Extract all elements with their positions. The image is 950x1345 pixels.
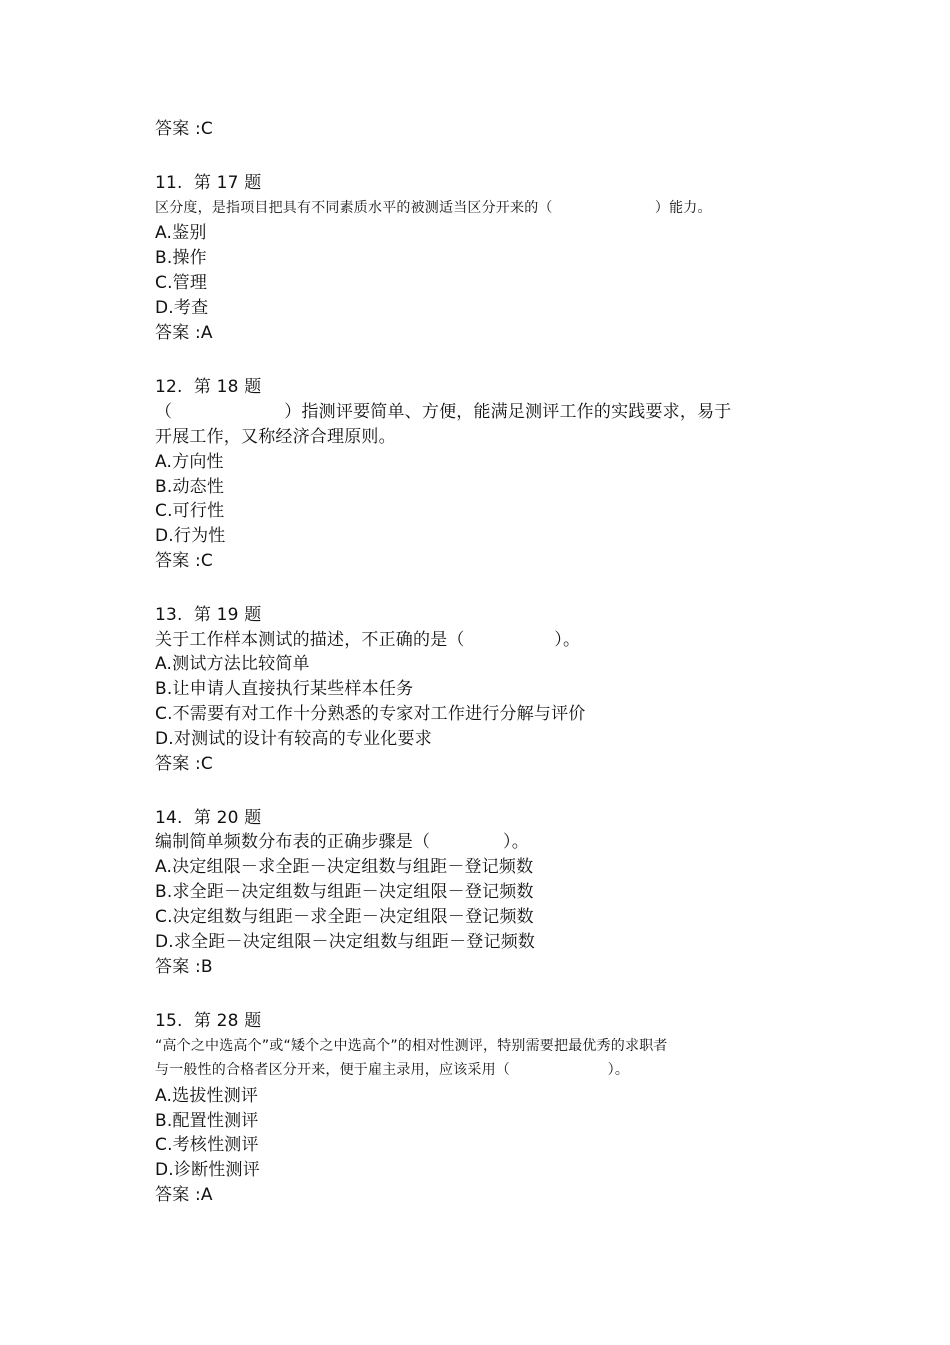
option: C.可行性: [155, 501, 225, 521]
option: A.测试方法比较简单: [155, 654, 310, 674]
previous-answer: 答案 :C: [155, 119, 214, 139]
answer: 答案 :A: [155, 1185, 213, 1205]
answer: 答案 :C: [155, 754, 214, 774]
question-stem: （ ）指测评要简单、方便，能满足测评工作的实践要求，易于: [155, 402, 732, 422]
option: C.不需要有对工作十分熟悉的专家对工作进行分解与评价: [155, 704, 586, 724]
option: D.对测试的设计有较高的专业化要求: [155, 729, 432, 749]
question-heading: 11. 第 17 题: [155, 173, 262, 193]
option: B.求全距－决定组数与组距－决定组限－登记频数: [155, 882, 534, 902]
question-stem: “高个之中选高个”或“矮个之中选高个”的相对性测评，特别需要把最优秀的求职者: [155, 1038, 668, 1054]
question-heading: 12. 第 18 题: [155, 377, 262, 397]
option: D.行为性: [155, 526, 226, 546]
question-heading: 13. 第 19 题: [155, 605, 262, 625]
option: D.求全距－决定组限－决定组数与组距－登记频数: [155, 932, 536, 952]
question-stem: 关于工作样本测试的描述，不正确的是（ ）。: [155, 630, 581, 650]
option: A.方向性: [155, 452, 224, 472]
question-stem: 区分度，是指项目把具有不同素质水平的被测适当区分开来的（ ）能力。: [155, 200, 712, 216]
option: C.管理: [155, 273, 208, 293]
option: C.考核性测评: [155, 1135, 259, 1155]
option: B.配置性测评: [155, 1111, 259, 1131]
question-heading: 15. 第 28 题: [155, 1011, 262, 1031]
question-heading: 14. 第 20 题: [155, 808, 262, 828]
option: A.鉴别: [155, 223, 207, 243]
option: C.决定组数与组距－求全距－决定组限－登记频数: [155, 907, 534, 927]
option: B.操作: [155, 248, 207, 268]
option: A.选拔性测评: [155, 1086, 259, 1106]
answer: 答案 :C: [155, 551, 214, 571]
option: D.诊断性测评: [155, 1160, 260, 1180]
option: B.让申请人直接执行某些样本任务: [155, 679, 414, 699]
option: B.动态性: [155, 477, 225, 497]
question-stem: 编制简单频数分布表的正确步骤是（ ）。: [155, 832, 529, 852]
answer: 答案 :A: [155, 323, 213, 343]
answer: 答案 :B: [155, 957, 213, 977]
option: D.考查: [155, 298, 209, 318]
question-stem: 与一般性的合格者区分开来，便于雇主录用，应该采用（ ）。: [155, 1062, 630, 1078]
option: A.决定组限－求全距－决定组数与组距－登记频数: [155, 857, 534, 877]
question-stem: 开展工作，又称经济合理原则。: [155, 427, 396, 447]
